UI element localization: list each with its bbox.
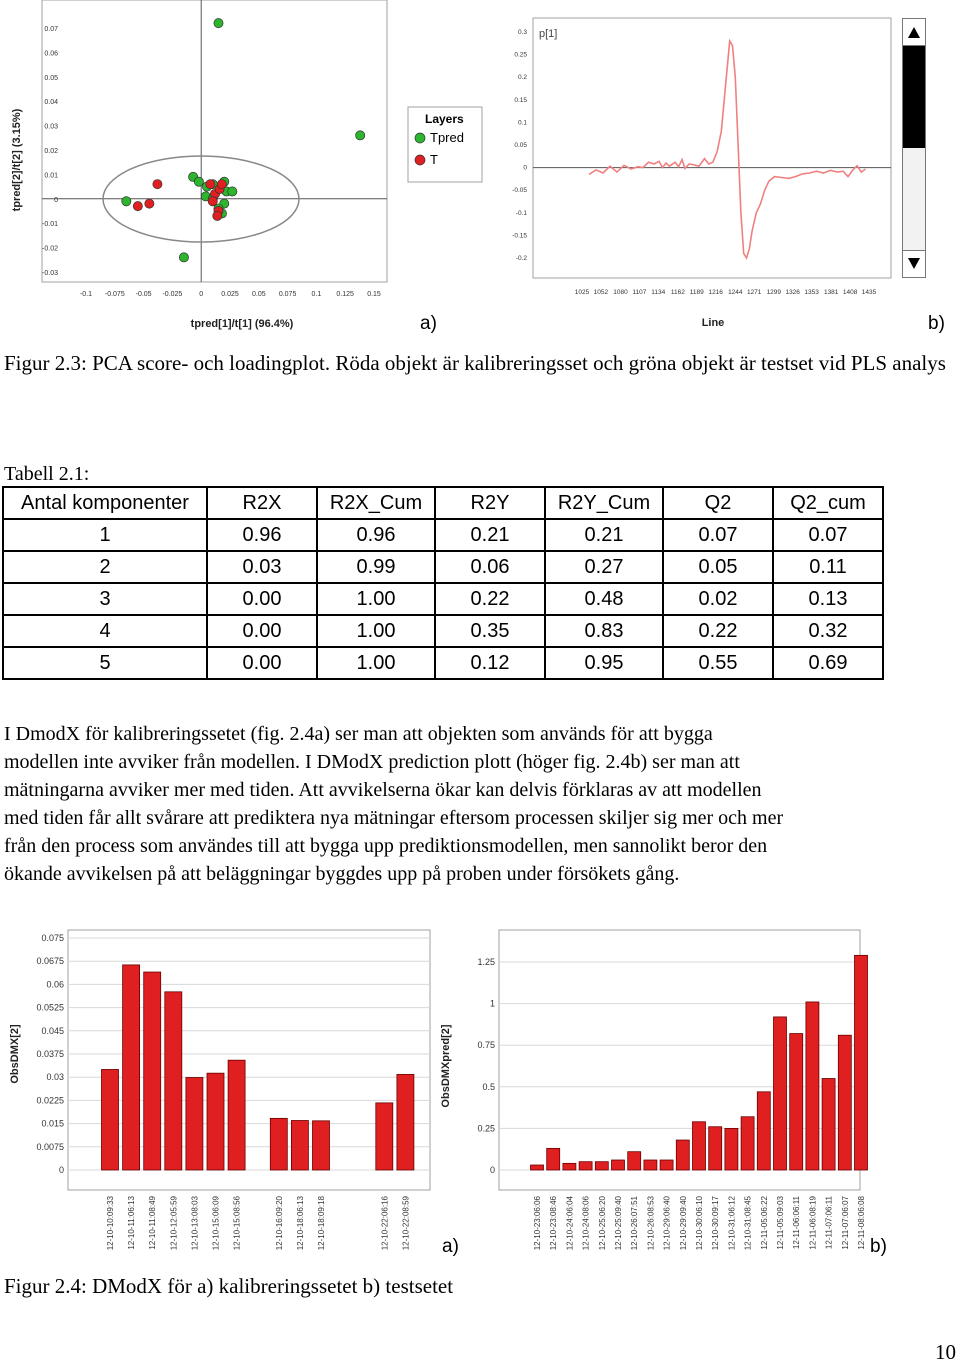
- results-table: [2, 486, 884, 680]
- loading-ytick-label: 0: [523, 164, 527, 172]
- pred-xtick-label: 12-11-05:09:03: [776, 1196, 785, 1250]
- pred-ytick-label: 0.25: [477, 1123, 495, 1134]
- scroll-thumb[interactable]: [903, 46, 925, 148]
- legend-title: Layers: [425, 112, 464, 126]
- table-row: [3, 615, 883, 647]
- legend-t: T: [430, 152, 438, 167]
- table-cell: 1.00: [317, 583, 435, 615]
- table-header-cell: Q2_cum: [773, 487, 883, 519]
- table-cell: 1: [3, 519, 207, 551]
- table-row: [3, 583, 883, 615]
- calib-xtick-label: 12-10-13:08:03: [190, 1196, 200, 1251]
- score-ytick-label: 0: [54, 196, 58, 204]
- pred-ytick-label: 0.75: [477, 1040, 495, 1051]
- calib-bar: [207, 1073, 224, 1170]
- score-point-tpred: [214, 19, 223, 28]
- table-row: [3, 647, 883, 679]
- score-point-tpred: [194, 177, 203, 186]
- calib-xtick-label: 12-10-12:05:59: [169, 1196, 179, 1251]
- pred-bar: [806, 1002, 819, 1170]
- calib-xtick-label: 12-10-18:06:13: [295, 1196, 305, 1251]
- loading-ytick-label: 0.15: [514, 96, 527, 104]
- calib-ytick-label: 0.0075: [36, 1141, 64, 1152]
- pred-xtick-label: 12-10-24:08:06: [581, 1196, 591, 1251]
- pred-xtick-label: 12-10-29:09:40: [678, 1196, 688, 1251]
- table-cell: 0.11: [773, 551, 883, 583]
- pred-bar: [660, 1160, 673, 1170]
- pred-bar: [709, 1127, 722, 1170]
- pred-xtick-label: 12-10-23:06:06: [533, 1196, 542, 1251]
- score-plot: [0, 0, 464, 330]
- score-xtick-label: 0.05: [251, 291, 266, 298]
- pred-bar: [579, 1162, 592, 1170]
- table-cell: 3: [3, 583, 207, 615]
- table-cell: 0.07: [773, 519, 883, 551]
- paragraph-line: mätningarna avviker mer med tiden. Att avvikelserna ökar kan delvis förklaras av att modellen: [4, 779, 762, 801]
- score-xtick-label: 0.15: [367, 291, 381, 298]
- pred-bar: [774, 1017, 787, 1170]
- pred-bar: [725, 1128, 738, 1170]
- table-cell: 0.69: [773, 647, 883, 679]
- body-paragraph: [4, 720, 959, 888]
- loading-ytick-label: 0.05: [514, 142, 527, 149]
- pred-ytick-label: 1: [489, 998, 495, 1009]
- figure-2-4-caption: Figur 2.4: DModX för a) kalibreringssetet b) testsetet: [4, 1274, 454, 1298]
- table-cell: 0.48: [545, 583, 663, 615]
- pred-bar: [644, 1160, 657, 1170]
- table-title: Tabell 2.1:: [4, 463, 90, 485]
- pred-ytick-label: 0: [489, 1165, 495, 1175]
- pred-xtick-label: 12-10-24:06:04: [565, 1196, 575, 1251]
- fig24-panel-a-label: a): [442, 1236, 459, 1257]
- pred-xtick-label: 12-11-07:06:07: [840, 1196, 850, 1250]
- pred-bar: [741, 1117, 754, 1170]
- calib-xtick-label: 12-10-22:06:16: [380, 1196, 390, 1251]
- legend-tpred: Tpred: [430, 130, 464, 145]
- table-header-cell: R2X_Cum: [317, 487, 435, 519]
- score-xtick-label: 0.1: [311, 291, 322, 298]
- pred-bar: [595, 1162, 608, 1170]
- table-cell: 0.55: [663, 647, 773, 679]
- pred-bar: [757, 1092, 770, 1170]
- calib-bar: [291, 1121, 308, 1170]
- calib-ytick-label: 0.015: [41, 1118, 64, 1129]
- score-ylabel: tpred[2]/t[2] (3.15%): [11, 108, 23, 212]
- loading-plot: [505, 0, 935, 330]
- table-cell: 0.12: [435, 647, 545, 679]
- calib-ytick-label: 0.06: [46, 979, 64, 990]
- calib-ytick-label: 0.0525: [36, 1002, 64, 1013]
- score-ytick-label: 0.07: [44, 26, 58, 33]
- calib-bar: [397, 1074, 414, 1170]
- loading-xtick-label: 1189: [689, 289, 704, 296]
- arrow-up-icon: [903, 19, 925, 45]
- score-xtick-label: 0.125: [336, 291, 354, 298]
- score-xtick-label: -0.075: [104, 291, 125, 298]
- score-point-t: [153, 180, 162, 189]
- loading-xtick-label: 1134: [651, 289, 666, 296]
- score-ytick-label: 0.06: [44, 50, 58, 58]
- score-point-t: [133, 202, 142, 211]
- loading-xtick-label: 1107: [632, 289, 647, 296]
- table-cell: 0.00: [207, 583, 317, 615]
- table-header-cell: Antal komponenter: [3, 487, 207, 519]
- pred-ytick-label: 0.5: [482, 1081, 495, 1092]
- score-xtick-label: -0.05: [135, 291, 152, 298]
- loading-xtick-label: 1299: [766, 289, 782, 296]
- pred-xtick-label: 12-11-06:08:19: [808, 1196, 818, 1250]
- table-cell: 0.21: [435, 519, 545, 551]
- table-cell: 1.00: [317, 647, 435, 679]
- table-cell: 0.22: [435, 583, 545, 615]
- score-xtick-label: 0.025: [221, 291, 239, 298]
- table-header-cell: R2X: [207, 487, 317, 519]
- loading-xtick-label: 1216: [708, 289, 723, 296]
- pred-xtick-label: 12-10-29:06:40: [662, 1196, 672, 1251]
- score-point-tpred: [228, 187, 237, 196]
- table-header-cell: Q2: [663, 487, 773, 519]
- table-cell: 0.35: [435, 615, 545, 647]
- pred-xtick-label: 12-10-26:07:51: [630, 1196, 640, 1251]
- table-cell: 0.02: [663, 583, 773, 615]
- loading-xtick-label: 1162: [670, 289, 685, 296]
- loading-ytick-label: -0.2: [515, 255, 527, 262]
- pred-xtick-label: 12-10-26:08:53: [646, 1196, 656, 1251]
- table-cell: 0.95: [545, 647, 663, 679]
- pred-xtick-label: 12-10-25:06:20: [597, 1196, 607, 1251]
- score-point-t: [206, 180, 215, 189]
- score-ytick-label: 0.02: [44, 148, 58, 155]
- legend-t-marker: [415, 155, 425, 165]
- scroll-down-button[interactable]: [903, 250, 925, 277]
- paragraph-line: I DmodX för kalibreringssetet (fig. 2.4a) ser man att objekten som används för att bygga: [4, 723, 713, 745]
- loading-xtick-label: 1025: [574, 289, 590, 296]
- fig24-panel-b-label: b): [870, 1236, 887, 1257]
- calib-bar: [186, 1078, 203, 1170]
- pred-bar: [547, 1148, 560, 1170]
- loading-ytick-label: 0.3: [517, 29, 527, 36]
- calib-bar: [376, 1103, 393, 1170]
- loading-ytick-label: 0.2: [517, 74, 527, 82]
- table-row: [3, 519, 883, 551]
- loading-xtick-label: 1435: [861, 289, 877, 296]
- score-xtick-label: 0.075: [278, 291, 297, 298]
- pred-bar: [676, 1140, 689, 1170]
- table-header-cell: R2Y_Cum: [545, 487, 663, 519]
- calib-ytick-label: 0.075: [41, 933, 64, 943]
- pred-xtick-label: 12-10-30:06:10: [695, 1196, 704, 1251]
- table-cell: 0.99: [317, 551, 435, 583]
- table-cell: 0.96: [207, 519, 317, 551]
- calib-bar: [270, 1118, 287, 1170]
- loading-xtick-label: 1080: [613, 289, 628, 296]
- paragraph-line: ökande avvikelsen på att beläggningar byggdes upp på proben under försökets gång.: [4, 863, 680, 885]
- loading-xtick-label: 1381: [823, 289, 839, 296]
- pred-xtick-label: 12-10-31:08:45: [743, 1196, 753, 1251]
- calib-ylabel: ObsDMX[2]: [9, 1024, 21, 1084]
- calib-ytick-label: 0.0675: [36, 956, 64, 967]
- loading-xtick-label: 1271: [746, 289, 762, 296]
- score-legend: [408, 107, 482, 182]
- dmodx-prediction-chart: [437, 920, 877, 1270]
- score-xtick-label: -0.1: [79, 291, 93, 298]
- calib-ytick-label: 0.0375: [36, 1049, 64, 1059]
- page-number: 10: [935, 1340, 956, 1364]
- arrow-down-icon: [903, 251, 925, 277]
- calib-ytick-label: 0.045: [41, 1025, 64, 1036]
- calib-xtick-label: 12-10-16:09:20: [274, 1196, 284, 1251]
- score-point-tpred: [122, 197, 131, 206]
- loading-ytick-label: 0.25: [514, 51, 527, 59]
- calib-ytick-label: 0: [58, 1165, 64, 1175]
- score-point-tpred: [179, 253, 188, 262]
- table-header-cell: R2Y: [435, 487, 545, 519]
- calib-bar: [165, 992, 182, 1170]
- calib-bar: [102, 1069, 119, 1170]
- scroll-up-button[interactable]: [903, 19, 925, 46]
- pred-bar: [822, 1078, 835, 1170]
- table-cell: 0.13: [773, 583, 883, 615]
- score-point-t: [213, 211, 222, 220]
- fig23-panel-a-label: a): [420, 313, 437, 334]
- table-cell: 0.32: [773, 615, 883, 647]
- score-point-t: [217, 180, 226, 189]
- pred-xtick-label: 12-10-23:08:46: [549, 1196, 559, 1251]
- table-cell: 1.00: [317, 615, 435, 647]
- legend-tpred-marker: [415, 133, 425, 143]
- table-cell: 0.00: [207, 615, 317, 647]
- loading-xtick-label: 1244: [728, 289, 743, 296]
- table-cell: 0.06: [435, 551, 545, 583]
- loading-ytick-label: -0.15: [512, 232, 527, 240]
- pred-xtick-label: 12-10-31:06:12: [727, 1196, 737, 1251]
- pred-bar: [838, 1035, 851, 1170]
- loading-xtick-label: 1052: [593, 289, 609, 296]
- score-ytick-label: -0.03: [42, 270, 58, 277]
- table-row: [3, 551, 883, 583]
- pred-ylabel: ObsDMXpred[2]: [440, 1024, 452, 1108]
- pred-bar: [790, 1034, 803, 1170]
- table-cell: 0.22: [663, 615, 773, 647]
- calib-xtick-label: 12-10-11:06:13: [127, 1196, 137, 1250]
- table-cell: 0.00: [207, 647, 317, 679]
- score-xtick-label: -0.025: [162, 291, 183, 298]
- table-cell: 5: [3, 647, 207, 679]
- pred-xtick-label: 12-10-30:09:17: [711, 1196, 721, 1251]
- pred-xtick-label: 12-11-05:06:22: [759, 1196, 769, 1250]
- table-header-row: [3, 487, 883, 519]
- calib-xtick-label: 12-10-18:09:18: [317, 1196, 326, 1251]
- paragraph-line: med tiden får allt svårare att prediktera nya mätningar eftersom processen skiljer sig mer och mer: [4, 807, 784, 829]
- dmodx-calibration-chart: [0, 920, 440, 1270]
- calib-xtick-label: 12-10-22:08:59: [401, 1196, 411, 1251]
- paragraph-line: från den process som användes till att bygga upp prediktionsmodellen, men sannolikt beror den: [4, 835, 768, 857]
- table-cell: 0.03: [207, 551, 317, 583]
- figure-2-3-caption: Figur 2.3: PCA score- och loadingplot. Röda objekt är kalibreringsset och gröna objekt är testset vid PLS analys: [4, 351, 946, 375]
- calib-ytick-label: 0.0225: [36, 1095, 64, 1106]
- calib-xtick-label: 12-10-10:09:33: [106, 1196, 115, 1251]
- score-point-tpred: [356, 131, 365, 140]
- pred-bar: [612, 1160, 625, 1170]
- table-cell: 0.21: [545, 519, 663, 551]
- score-point-t: [145, 199, 154, 208]
- figure-2-4: [0, 920, 960, 1270]
- pred-xtick-label: 12-11-08:06:08: [857, 1196, 866, 1250]
- table-cell: 0.96: [317, 519, 435, 551]
- loading-ylabel: p[1]: [539, 28, 558, 40]
- calib-xtick-label: 12-10-11:08:49: [148, 1196, 158, 1250]
- score-ytick-label: 0.03: [44, 123, 58, 131]
- pred-bar: [855, 955, 868, 1170]
- calib-xtick-label: 12-10-15:06:09: [211, 1196, 221, 1251]
- table-cell: 0.83: [545, 615, 663, 647]
- pred-bar: [531, 1165, 544, 1170]
- table-cell: 0.27: [545, 551, 663, 583]
- calib-xtick-label: 12-10-15:08:56: [232, 1196, 242, 1251]
- loading-xtick-label: 1408: [842, 289, 858, 296]
- score-ytick-label: -0.02: [42, 245, 58, 253]
- loading-xtick-label: 1326: [785, 289, 800, 296]
- pred-ytick-label: 1.25: [477, 957, 495, 967]
- vertical-scrollbar[interactable]: [902, 18, 926, 278]
- loading-xlabel: Line: [701, 317, 725, 329]
- loading-xtick-label: 1353: [804, 289, 819, 296]
- score-xtick-label: 0: [199, 291, 204, 298]
- loading-ytick-label: -0.1: [515, 209, 527, 217]
- score-ytick-label: -0.01: [42, 221, 58, 229]
- pred-xtick-label: 12-11-06:06:11: [792, 1196, 802, 1250]
- score-ytick-label: 0.04: [44, 99, 58, 107]
- table-cell: 0.05: [663, 551, 773, 583]
- pred-bar: [628, 1152, 641, 1170]
- pred-bar: [693, 1122, 706, 1170]
- paragraph-line: modellen inte avviker från modellen. I DModX prediction plott (höger fig. 2.4b) ser man att: [4, 751, 740, 773]
- score-point-t: [208, 197, 217, 206]
- pred-bar: [563, 1163, 576, 1170]
- score-xlabel: tpred[1]/t[1] (96.4%): [190, 318, 294, 330]
- loading-ytick-label: 0.1: [517, 119, 527, 127]
- table-cell: 2: [3, 551, 207, 583]
- calib-bar: [228, 1060, 245, 1170]
- fig23-panel-b-label: b): [928, 313, 945, 334]
- pred-xtick-label: 12-11-07:06:11: [824, 1196, 834, 1250]
- calib-bar: [123, 965, 140, 1170]
- calib-bar: [144, 972, 161, 1170]
- calib-bar: [313, 1121, 330, 1170]
- loading-ytick-label: -0.05: [512, 187, 527, 195]
- pred-xtick-label: 12-10-25:09:40: [614, 1196, 623, 1251]
- table-cell: 0.07: [663, 519, 773, 551]
- table-cell: 4: [3, 615, 207, 647]
- calib-ytick-label: 0.03: [46, 1072, 64, 1083]
- score-ytick-label: 0.05: [44, 74, 58, 82]
- figure-2-3: [0, 0, 960, 340]
- score-ytick-label: 0.01: [44, 172, 58, 180]
